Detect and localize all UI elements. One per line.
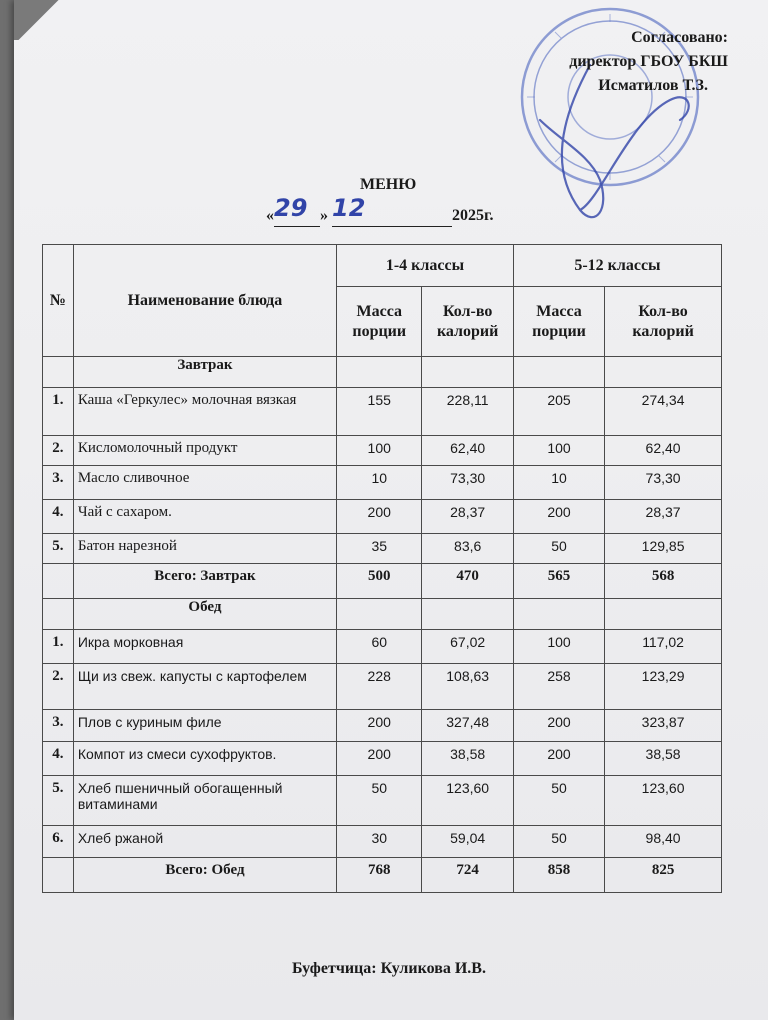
total-c2: 825 bbox=[605, 858, 722, 893]
row-cal-2: 28,37 bbox=[605, 500, 722, 534]
row-num: 4. bbox=[43, 742, 74, 776]
row-cal-1: 108,63 bbox=[422, 664, 513, 710]
footer-signature-line: Буфетчица: Куликова И.В. bbox=[292, 960, 486, 977]
row-cal-2: 117,02 bbox=[605, 630, 722, 664]
row-name: Щи из свеж. капусты с картофелем bbox=[73, 664, 336, 710]
header-name: Наименование блюда bbox=[73, 245, 336, 357]
approval-line1: Согласовано: bbox=[631, 29, 728, 46]
row-cal-1: 59,04 bbox=[422, 826, 513, 858]
row-mass-1: 30 bbox=[337, 826, 422, 858]
table-row bbox=[43, 500, 722, 534]
table-row bbox=[43, 436, 722, 466]
row-mass-2: 100 bbox=[513, 630, 604, 664]
row-mass-2: 258 bbox=[513, 664, 604, 710]
row-name: Икра морковная bbox=[73, 630, 336, 664]
total-label: Всего: Обед bbox=[73, 858, 336, 893]
row-cal-2: 129,85 bbox=[605, 534, 722, 564]
row-mass-2: 200 bbox=[513, 710, 604, 742]
table-row bbox=[43, 388, 722, 436]
row-cal-1: 73,30 bbox=[422, 466, 513, 500]
approval-line2: директор ГБОУ БКШ bbox=[569, 53, 728, 70]
total-m2: 565 bbox=[513, 564, 604, 599]
row-num: 4. bbox=[43, 500, 74, 534]
row-name: Компот из смеси сухофруктов. bbox=[73, 742, 336, 776]
menu-table bbox=[42, 244, 722, 893]
row-name: Каша «Геркулес» молочная вязкая bbox=[73, 388, 336, 436]
menu-date bbox=[266, 194, 494, 227]
row-mass-2: 200 bbox=[513, 742, 604, 776]
folded-corner bbox=[14, 0, 64, 40]
table-row bbox=[43, 742, 722, 776]
table-row bbox=[43, 534, 722, 564]
date-close-quote: » bbox=[320, 207, 328, 224]
total-breakfast bbox=[43, 564, 722, 599]
row-mass-2: 200 bbox=[513, 500, 604, 534]
row-cal-1: 83,6 bbox=[422, 534, 513, 564]
total-m1: 500 bbox=[337, 564, 422, 599]
row-mass-1: 10 bbox=[337, 466, 422, 500]
total-m1: 768 bbox=[337, 858, 422, 893]
row-cal-2: 73,30 bbox=[605, 466, 722, 500]
row-cal-2: 62,40 bbox=[605, 436, 722, 466]
table-row bbox=[43, 776, 722, 826]
row-cal-2: 98,40 bbox=[605, 826, 722, 858]
row-cal-2: 38,58 bbox=[605, 742, 722, 776]
date-open-quote: « bbox=[266, 207, 274, 224]
header-mass-2: Масса порции bbox=[513, 287, 604, 357]
row-mass-1: 50 bbox=[337, 776, 422, 826]
row-num: 2. bbox=[43, 664, 74, 710]
header-group-5-12: 5-12 классы bbox=[513, 245, 721, 287]
row-cal-1: 67,02 bbox=[422, 630, 513, 664]
date-day: 29 bbox=[274, 194, 308, 222]
total-m2: 858 bbox=[513, 858, 604, 893]
total-c2: 568 bbox=[605, 564, 722, 599]
row-num: 1. bbox=[43, 630, 74, 664]
row-mass-1: 200 bbox=[337, 500, 422, 534]
approval-block bbox=[569, 26, 728, 98]
row-name: Батон нарезной bbox=[73, 534, 336, 564]
row-name: Плов с куриным филе bbox=[73, 710, 336, 742]
row-num: 2. bbox=[43, 436, 74, 466]
table-row bbox=[43, 630, 722, 664]
section-breakfast bbox=[43, 357, 722, 388]
row-cal-1: 62,40 bbox=[422, 436, 513, 466]
row-num: 3. bbox=[43, 466, 74, 500]
row-mass-1: 35 bbox=[337, 534, 422, 564]
header-num: № bbox=[43, 245, 74, 357]
date-month: 12 bbox=[332, 194, 366, 222]
row-mass-1: 228 bbox=[337, 664, 422, 710]
row-mass-2: 50 bbox=[513, 776, 604, 826]
row-num: 5. bbox=[43, 776, 74, 826]
menu-title: МЕНЮ bbox=[360, 176, 417, 193]
row-mass-1: 60 bbox=[337, 630, 422, 664]
row-name: Масло сливочное bbox=[73, 466, 336, 500]
row-cal-1: 28,37 bbox=[422, 500, 513, 534]
total-label: Всего: Завтрак bbox=[73, 564, 336, 599]
row-name: Кисломолочный продукт bbox=[73, 436, 336, 466]
row-mass-2: 205 bbox=[513, 388, 604, 436]
row-mass-2: 50 bbox=[513, 826, 604, 858]
header-cal-1: Кол-во калорий bbox=[422, 287, 513, 357]
row-cal-1: 123,60 bbox=[422, 776, 513, 826]
row-name: Хлеб пшеничный обогащенный витаминами bbox=[73, 776, 336, 826]
table-row bbox=[43, 664, 722, 710]
row-mass-1: 100 bbox=[337, 436, 422, 466]
header-mass-1: Масса порции bbox=[337, 287, 422, 357]
section-lunch bbox=[43, 599, 722, 630]
row-mass-1: 200 bbox=[337, 742, 422, 776]
row-num: 1. bbox=[43, 388, 74, 436]
row-cal-1: 327,48 bbox=[422, 710, 513, 742]
row-cal-1: 38,58 bbox=[422, 742, 513, 776]
row-mass-2: 50 bbox=[513, 534, 604, 564]
row-mass-2: 100 bbox=[513, 436, 604, 466]
row-cal-1: 228,11 bbox=[422, 388, 513, 436]
row-cal-2: 274,34 bbox=[605, 388, 722, 436]
row-mass-1: 155 bbox=[337, 388, 422, 436]
section-label: Завтрак bbox=[73, 357, 336, 388]
total-c1: 470 bbox=[422, 564, 513, 599]
row-mass-1: 200 bbox=[337, 710, 422, 742]
row-cal-2: 123,29 bbox=[605, 664, 722, 710]
section-label: Обед bbox=[73, 599, 336, 630]
header-group-1-4: 1-4 классы bbox=[337, 245, 514, 287]
table-row bbox=[43, 710, 722, 742]
header-cal-2: Кол-во калорий bbox=[605, 287, 722, 357]
table-row bbox=[43, 826, 722, 858]
row-cal-2: 323,87 bbox=[605, 710, 722, 742]
approval-line3: Исматилов Т.З. bbox=[598, 77, 708, 94]
total-lunch bbox=[43, 858, 722, 893]
row-name: Чай с сахаром. bbox=[73, 500, 336, 534]
date-year: 2025г. bbox=[452, 207, 494, 224]
table-row bbox=[43, 466, 722, 500]
row-num: 3. bbox=[43, 710, 74, 742]
row-cal-2: 123,60 bbox=[605, 776, 722, 826]
row-name: Хлеб ржаной bbox=[73, 826, 336, 858]
row-mass-2: 10 bbox=[513, 466, 604, 500]
row-num: 6. bbox=[43, 826, 74, 858]
row-num: 5. bbox=[43, 534, 74, 564]
total-c1: 724 bbox=[422, 858, 513, 893]
